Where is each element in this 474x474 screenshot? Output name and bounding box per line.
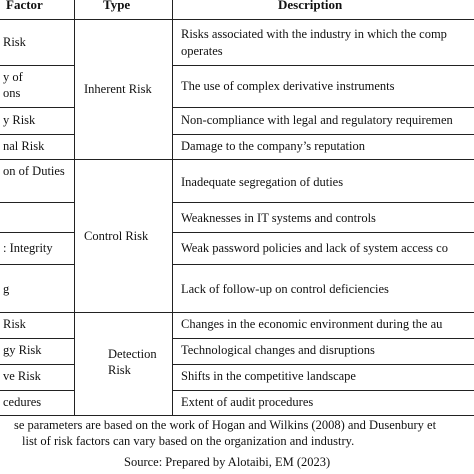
factor-cell: cedures — [3, 395, 42, 409]
description-cell: Damage to the company’s reputation — [181, 139, 365, 153]
header-factor: Factor — [6, 0, 43, 12]
column-divider — [74, 0, 75, 416]
factor-cell: on of Duties — [3, 164, 65, 178]
factor-cell: gy Risk — [3, 343, 42, 357]
row-divider — [172, 264, 474, 265]
description-cell: Lack of follow-up on control deficiencies — [181, 282, 389, 296]
row-divider — [0, 107, 74, 108]
table-note: list of risk factors can vary based on the organization and industry. — [22, 434, 355, 448]
row-divider — [172, 390, 474, 391]
description-cell: Extent of audit procedures — [181, 395, 314, 409]
description-cell: Risks associated with the industry in which the comp — [181, 27, 447, 41]
description-cell: Shifts in the competitive landscape — [181, 369, 356, 383]
type-cell: Risk — [108, 363, 131, 377]
row-divider — [0, 338, 74, 339]
description-cell: Inadequate segregation of duties — [181, 175, 344, 189]
table-note: se parameters are based on the work of Hogan and Wilkins (2008) and Dusenbury et — [14, 418, 437, 432]
row-divider — [172, 202, 474, 203]
factor-cell: ve Risk — [3, 369, 41, 383]
row-divider — [172, 364, 474, 365]
row-divider — [172, 65, 474, 66]
row-divider — [0, 390, 74, 391]
table-top-border — [0, 19, 474, 20]
factor-cell: Risk — [3, 35, 26, 49]
description-cell: Weaknesses in IT systems and controls — [181, 211, 376, 225]
row-divider — [0, 264, 74, 265]
factor-cell: Risk — [3, 317, 26, 331]
type-cell: Control Risk — [84, 229, 149, 243]
type-cell: Detection — [108, 347, 157, 361]
row-divider — [172, 232, 474, 233]
description-cell: Technological changes and disruptions — [181, 343, 375, 357]
group-divider — [0, 159, 474, 160]
factor-cell: y of — [3, 70, 23, 84]
factor-cell: g — [3, 282, 10, 296]
row-divider — [172, 107, 474, 108]
table-source: Source: Prepared by Alotaibi, EM (2023) — [124, 455, 331, 469]
row-divider — [0, 134, 74, 135]
row-divider — [172, 338, 474, 339]
factor-cell: nal Risk — [3, 139, 45, 153]
description-cell: Non-compliance with legal and regulatory requiremen — [181, 113, 453, 127]
group-divider — [0, 312, 474, 313]
type-cell: Inherent Risk — [84, 82, 152, 96]
description-cell: Weak password policies and lack of system access co — [181, 241, 448, 255]
column-divider — [172, 0, 173, 416]
factor-cell: y Risk — [3, 113, 36, 127]
row-divider — [0, 65, 74, 66]
row-divider — [172, 134, 474, 135]
factor-cell: ons — [3, 86, 21, 100]
row-divider — [0, 202, 74, 203]
factor-cell: : Integrity — [3, 241, 53, 255]
description-cell: The use of complex derivative instruments — [181, 79, 395, 93]
row-divider — [0, 364, 74, 365]
header-description: Description — [278, 0, 343, 12]
description-cell: operates — [181, 44, 223, 58]
description-cell: Changes in the economic environment during the au — [181, 317, 443, 331]
table-bottom-border — [0, 415, 474, 416]
header-type: Type — [103, 0, 131, 12]
row-divider — [0, 232, 74, 233]
